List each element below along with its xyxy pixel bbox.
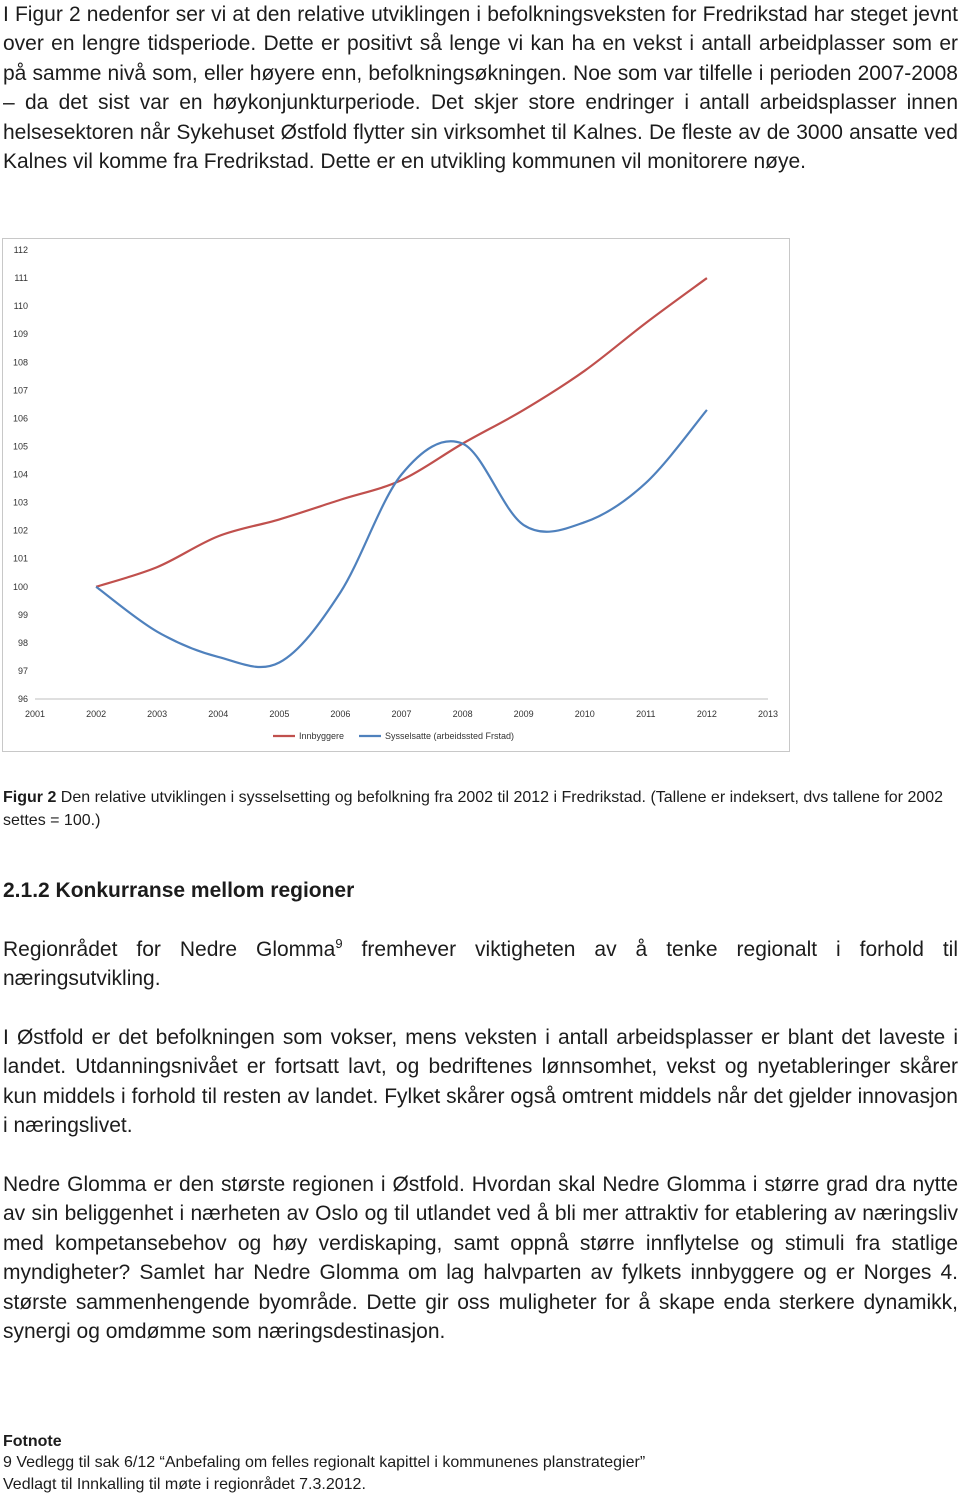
figure-caption-label: Figur 2 <box>3 789 57 806</box>
paragraph-regionradet-end: fremhever viktigheten av å tenke regionalt i forhold til næringsutvikling. <box>3 938 959 991</box>
y-tick-label: 102 <box>12 525 28 536</box>
y-tick-label: 106 <box>12 413 28 424</box>
series-line-sysselsatte <box>96 410 707 667</box>
x-tick-label: 2010 <box>574 709 595 719</box>
paragraph-nedre-glomma: Nedre Glomma er den største regionen i Østfold. Hvordan skal Nedre Glomma i større grad dra nytte av sin beliggenhet i nærheten av Oslo og til utlandet ved å bli mer attraktiv for etablering av næringsliv med kompetansebehov og høy verdiskaping, samt oppnå større innflytelse og stimuli fra statlige myndigheter? Samlet har Nedre Glomma om lag halvparten av fylkets innbyggere og er Norges 4. største sammenhengende byområde. Dette gir oss muligheter for å skape enda sterkere dynamikk, synergi og omdømme som næringsdestinasjon. <box>3 1173 958 1344</box>
x-tick-label: 2008 <box>452 709 473 719</box>
y-tick-label: 105 <box>12 441 28 452</box>
x-tick-label: 2012 <box>696 709 717 719</box>
x-tick-label: 2006 <box>330 709 351 719</box>
x-tick-label: 2005 <box>269 709 290 719</box>
series-line-innbyggere <box>96 278 707 587</box>
x-tick-label: 2001 <box>24 709 46 719</box>
paragraph-regionradet-start: Regionrådet for Nedre Glomma <box>3 938 336 961</box>
y-tick-label: 101 <box>12 553 28 564</box>
x-tick-label: 2011 <box>636 709 656 719</box>
y-tick-label: 109 <box>12 329 28 340</box>
legend-label-sysselsatte: Sysselsatte (arbeidssted Frstad) <box>385 731 515 741</box>
line-chart <box>3 239 789 751</box>
intro-paragraph: I Figur 2 nedenfor ser vi at den relative utviklingen i befolkningsveksten for Fredrikstad har steget jevnt over en lengre tidsperiode. Dette er positivt så lenge vi kan ha en vekst i antall arbeidplasser som er på samme nivå som, eller høyere enn, befolkningsøkningen. Noe som var tilfelle i perioden 2007-2008 – da det sist var en høykonjunkturperiode. Det skjer store endringer i antall arbeidsplasser innen helsesektoren når Sykehuset Østfold flytter sin virksomhet til Kalnes. De fleste av de 3000 ansatte ved Kalnes vil komme fra Fredrikstad. Dette er en utvikling kommunen vil monitorere nøye. <box>3 3 958 174</box>
y-tick-label: 99 <box>17 609 28 620</box>
footnote-line-1: 9 Vedlegg til sak 6/12 “Anbefaling om felles regionalt kapittel i kommunenes planstrategier” <box>3 1454 646 1471</box>
x-tick-label: 2013 <box>757 709 779 719</box>
figure-caption <box>3 786 958 832</box>
y-tick-label: 100 <box>12 581 28 592</box>
y-tick-label: 104 <box>12 469 28 480</box>
footnote-reference[interactable]: 9 <box>335 936 343 951</box>
y-tick-label: 97 <box>17 665 28 676</box>
y-tick-label: 98 <box>17 637 28 648</box>
x-tick-label: 2007 <box>391 709 412 719</box>
y-tick-label: 111 <box>14 273 28 284</box>
y-tick-label: 103 <box>12 497 28 508</box>
x-tick-label: 2009 <box>513 709 534 719</box>
footnote-line-2: Vedlagt til Innkalling til møte i regionrådet 7.3.2012. <box>3 1476 366 1493</box>
y-tick-label: 112 <box>13 245 28 255</box>
x-tick-label: 2004 <box>208 709 229 719</box>
figure-caption-text: Den relative utviklingen i sysselsetting og befolkning fra 2002 til 2012 i Fredrikstad. (Tallene er indeksert, dvs tallene for 2002 settes = 100.) <box>3 789 944 829</box>
legend-label-innbyggere: Innbyggere <box>299 731 345 741</box>
x-tick-label: 2003 <box>147 709 168 719</box>
y-tick-label: 108 <box>12 357 28 368</box>
paragraph-regionradet <box>3 935 958 994</box>
y-tick-label: 110 <box>13 301 28 312</box>
x-tick-label: 2002 <box>86 709 107 719</box>
footnote-title: Fotnote <box>3 1433 62 1450</box>
section-heading: 2.1.2 Konkurranse mellom regioner <box>3 879 355 902</box>
y-tick-label: 107 <box>12 385 28 396</box>
y-tick-label: 96 <box>17 694 28 704</box>
figure-2-chart <box>2 238 790 752</box>
paragraph-ostfold: I Østfold er det befolkningen som vokser, mens veksten i antall arbeidsplasser er blant det laveste i landet. Utdanningsnivået er fortsatt lavt, og bedriftenes lønnsomhet, vekst og nyetableringer skårer kun middels i forhold til resten av landet. Fylket skårer også omtrent middels når det gjelder innovasjon i næringslivet. <box>3 1026 958 1138</box>
